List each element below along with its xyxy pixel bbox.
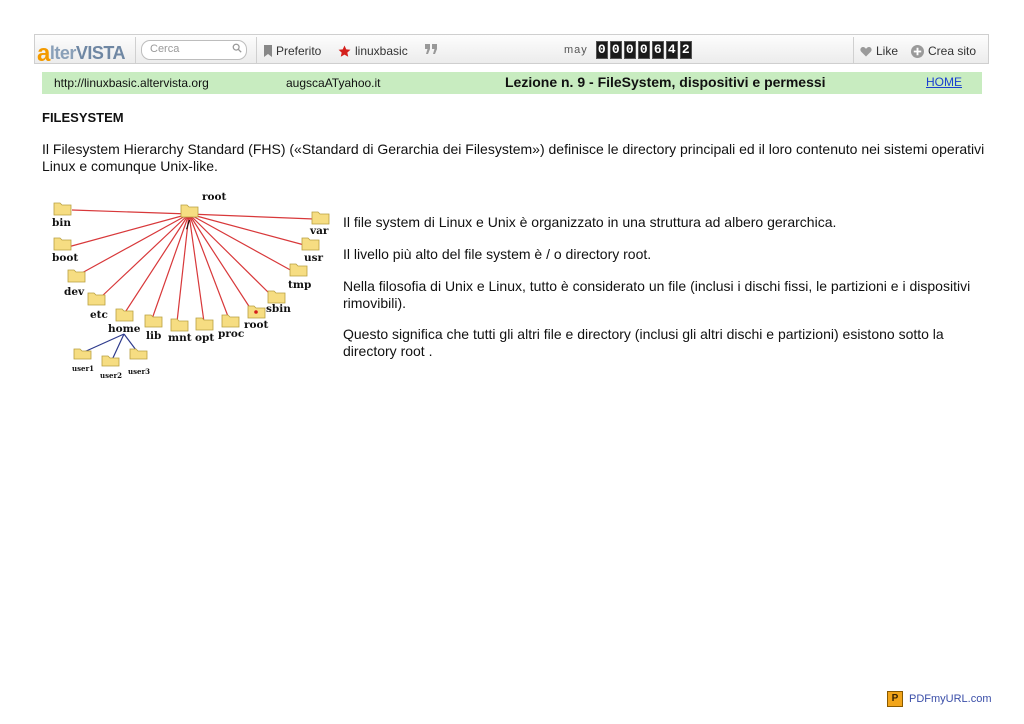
toolbar-divider — [135, 37, 136, 63]
tree-root-label: root — [202, 191, 227, 203]
site-url-link[interactable]: http://linuxbasic.altervista.org — [54, 76, 209, 90]
linuxbasic-button[interactable] — [338, 44, 408, 58]
counter-digit: 0 — [610, 41, 622, 59]
preferito-button[interactable] — [264, 44, 321, 58]
tree-user2: user2 — [100, 371, 123, 380]
quote-button[interactable] — [425, 44, 438, 54]
toolbar-divider — [853, 37, 854, 63]
paragraph: Nella filosofia di Unix e Linux, tutto è considerato un file (inclusi i dischi fissi, le partizioni e i dispositivi rimovibili). — [343, 278, 971, 311]
tree-dir-proc: proc — [218, 328, 245, 340]
tree-dir-home: home — [108, 323, 141, 335]
tree-dir-bin: bin — [52, 217, 71, 229]
tree-user1: user1 — [72, 364, 95, 373]
search-placeholder: Cerca — [150, 43, 180, 55]
bookmark-icon — [264, 45, 272, 57]
intro-paragraph: Il Filesystem Hierarchy Standard (FHS) («Standard di Gerarchia dei Filesystem») definisce le directory principali ed il loro contenuto nei sistemi operativi Linux e comunque Unix-like. — [42, 141, 985, 174]
crea-sito-label: Crea sito — [928, 44, 977, 58]
tree-dir-sbin: sbin — [266, 303, 291, 315]
search-icon[interactable] — [232, 43, 242, 53]
like-button[interactable] — [860, 44, 898, 58]
page-header-bar — [42, 72, 982, 94]
counter-digit: 0 — [638, 41, 650, 59]
paragraph: Il file system di Linux e Unix è organizzato in una struttura ad albero gerarchica. — [343, 214, 837, 230]
tree-dir-opt: opt — [195, 332, 215, 344]
counter-digit: 0 — [624, 41, 636, 59]
pdfmyurl-label: PDFmyURL.com — [909, 693, 992, 705]
section-heading: FILESYSTEM — [42, 110, 124, 125]
pdfmyurl-icon: P — [887, 691, 903, 707]
paragraph: Questo significa che tutti gli altri file e directory (inclusi gli altri dischi e partizioni) esistono sotto la directory root . — [343, 326, 944, 359]
tree-dir-var: var — [310, 225, 329, 237]
tree-dir-root: root — [244, 319, 269, 331]
page-title: Lezione n. 9 - FileSystem, dispositivi e permessi — [505, 74, 826, 90]
tree-dir-mnt: mnt — [168, 332, 192, 344]
home-link[interactable]: HOME — [926, 75, 962, 89]
counter-digit: 4 — [666, 41, 678, 59]
pdfmyurl-link[interactable] — [887, 691, 992, 707]
tree-root-slash: / — [186, 218, 191, 231]
tree-dir-dev: dev — [64, 286, 85, 298]
visit-counter — [564, 41, 692, 59]
search-input[interactable] — [141, 40, 247, 60]
tree-dir-tmp: tmp — [288, 279, 312, 291]
altervista-toolbar — [34, 34, 989, 67]
filesystem-tree-diagram — [44, 188, 339, 384]
tree-dir-lib: lib — [146, 330, 162, 342]
counter-label: may — [564, 44, 588, 56]
paragraph: Il livello più alto del file system è / o directory root. — [343, 246, 652, 262]
email-text: augscaATyahoo.it — [286, 76, 381, 90]
tree-dir-etc: etc — [90, 309, 108, 321]
toolbar-divider — [256, 37, 257, 63]
quote-icon — [425, 44, 438, 54]
counter-digit: 2 — [680, 41, 692, 59]
tree-dir-boot: boot — [52, 252, 79, 264]
plus-circle-icon — [911, 45, 924, 58]
counter-digit: 6 — [652, 41, 664, 59]
altervista-logo[interactable]: alterVISTA — [37, 40, 126, 67]
like-label: Like — [876, 44, 899, 58]
counter-digit: 0 — [596, 41, 608, 59]
star-icon — [338, 45, 351, 58]
linuxbasic-label: linuxbasic — [355, 44, 408, 58]
preferito-label: Preferito — [276, 44, 322, 58]
crea-sito-button[interactable] — [911, 44, 976, 58]
heart-icon — [860, 46, 872, 57]
tree-dir-usr: usr — [304, 252, 324, 264]
tree-user3: user3 — [128, 367, 151, 376]
